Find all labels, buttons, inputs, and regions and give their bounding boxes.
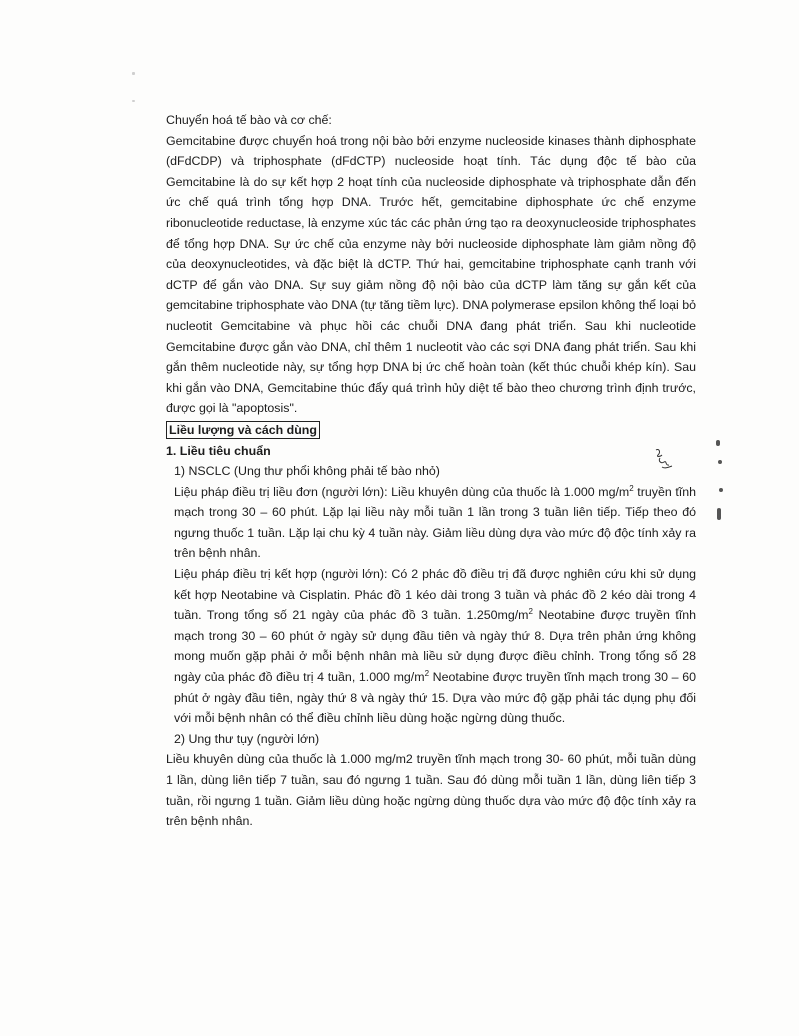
superscript: 2: [424, 668, 430, 678]
initials-signature: [652, 447, 674, 471]
monotherapy-paragraph: [166, 482, 696, 564]
combination-text-b: Neotabine được truyền tĩnh mạch trong 30 – 60 phút ở ngày sử dụng đầu tiên và ngày thứ 8. Dựa trên phản ứng không mong muốn gặp phải ở mỗi bệnh nhân mà liều sử dụng được điều chỉnh. Trong tổng số 28 ngày của phác đồ điều trị 4 tuần, 1.000 mg/m: [174, 608, 696, 685]
pancreatic-paragraph: Liều khuyên dùng của thuốc là 1.000 mg/m2 truyền tĩnh mạch trong 30- 60 phút, mỗi tuần dùng 1 lần, dùng liên tiếp 7 tuần, sau đó ngưng 1 tuần. Sau đó dùng mỗi tuần 1 lần, dùng liên tiếp 3 tuần, rồi ngưng 1 tuần. Giảm liều dùng hoặc ngừng dùng thuốc dựa vào mức độ độc tính xảy ra trên bệnh nhân.: [166, 752, 696, 829]
binding-mark: [719, 488, 723, 492]
mechanism-heading: Chuyển hoá tế bào và cơ chế:: [166, 113, 332, 127]
dosage-heading-box: [166, 419, 696, 441]
pancreatic-title: 2) Ung thư tụy (người lớn): [174, 731, 320, 746]
superscript: 2: [629, 483, 634, 493]
monotherapy-text-a: Liệu pháp điều trị liều đơn (người lớn): Liều khuyên dùng của thuốc là 1.000 mg/m: [174, 484, 630, 499]
binding-mark: [718, 460, 722, 464]
binding-mark: [716, 440, 720, 446]
nsclc-title: 1) NSCLC (Ung thư phổi không phải tế bào nhỏ): [174, 464, 440, 479]
combination-text-a: Liệu pháp điều trị kết hợp (người lớn): Có 2 phác đồ điều trị đã được nghiên cứu khi sử dụng kết hợp Neotabine và Cisplatin. Phác đồ 1 kéo dài trong 3 tuần và phác đồ 2 kéo dài trong 4 tuần. Trong tổng số 21 ngày của phác đồ 3 tuần. 1.250mg/m: [174, 567, 696, 623]
binding-mark: [717, 508, 721, 520]
combination-paragraph: [166, 564, 696, 729]
combination-text-c: Neotabine được truyền tĩnh mạch trong 30 – 60 phút ở ngày đầu tiên, ngày thứ 8 và ngày thứ 15. Dựa vào mức độ gặp phải tác dụng phụ đối với mỗi bệnh nhân có thể điều chỉnh liều dùng hoặc ngừng dùng thuốc.: [174, 670, 696, 726]
scan-speck: [132, 100, 135, 102]
scan-speck: [132, 72, 135, 75]
document-body: [166, 110, 696, 832]
superscript: 2: [528, 607, 533, 617]
monotherapy-text-b: truyền tĩnh mạch trong 30 – 60 phút. Lặp lại liều này mỗi tuần 1 lần trong 3 tuần liên tiếp. Tiếp theo đó ngưng thuốc 1 tuần. Lặp lại chu kỳ 4 tuần này. Giảm liều dùng dựa vào mức độ độc tính xảy ra trên bệnh nhân.: [174, 484, 696, 561]
mechanism-paragraph: Gemcitabine được chuyển hoá trong nội bào bởi enzyme nucleoside kinases thành diphosphate (dFdCDP) và triphosphate (dFdCTP) nucleoside hoạt tính. Tác dụng độc tế bào của Gemcitabine là do sự kết hợp 2 hoạt tính của nucleoside diphosphate và triphosphate dẫn đến ức chế quá trình tổng hợp DNA. Trước hết, gemcitabine diphosphate ức chế enzyme ribonucleotide reductase, là enzyme xúc tác các phản ứng tạo ra deoxynucleoside triphosphates để tổng hợp DNA. Sự ức chế của enzyme này bởi nucleoside diphosphate làm giảm nồng độ của deoxynucleotides, và đặc biệt là dCTP. Thứ hai, gemcitabine triphosphate cạnh tranh với dCTP để gắn vào DNA. Sự suy giảm nồng độ nội bào của dCTP làm tăng sự gắn kết của gemcitabine triphosphate vào DNA (tự tăng tiềm lực). DNA polymerase epsilon không thể loại bỏ nucleotit Gemcitabine và phục hồi các chuỗi DNA đang phát triển. Sau khi nucleotide Gemcitabine được gắn vào DNA, chỉ thêm 1 nucleotit vào các sợi DNA đang phát triển. Sau khi gắn thêm nucleotide này, sự tổng hợp DNA bị ức chế hoàn toàn (kết thúc chuỗi khép kín). Sau khi gắn vào DNA, Gemcitabine thúc đẩy quá trình hủy diệt tế bào theo chương trình định trước, được gọi là "apoptosis".: [166, 133, 696, 416]
dosage-heading: Liều lượng và cách dùng: [166, 421, 320, 439]
standard-dose-heading: 1. Liều tiêu chuẩn: [166, 443, 271, 458]
